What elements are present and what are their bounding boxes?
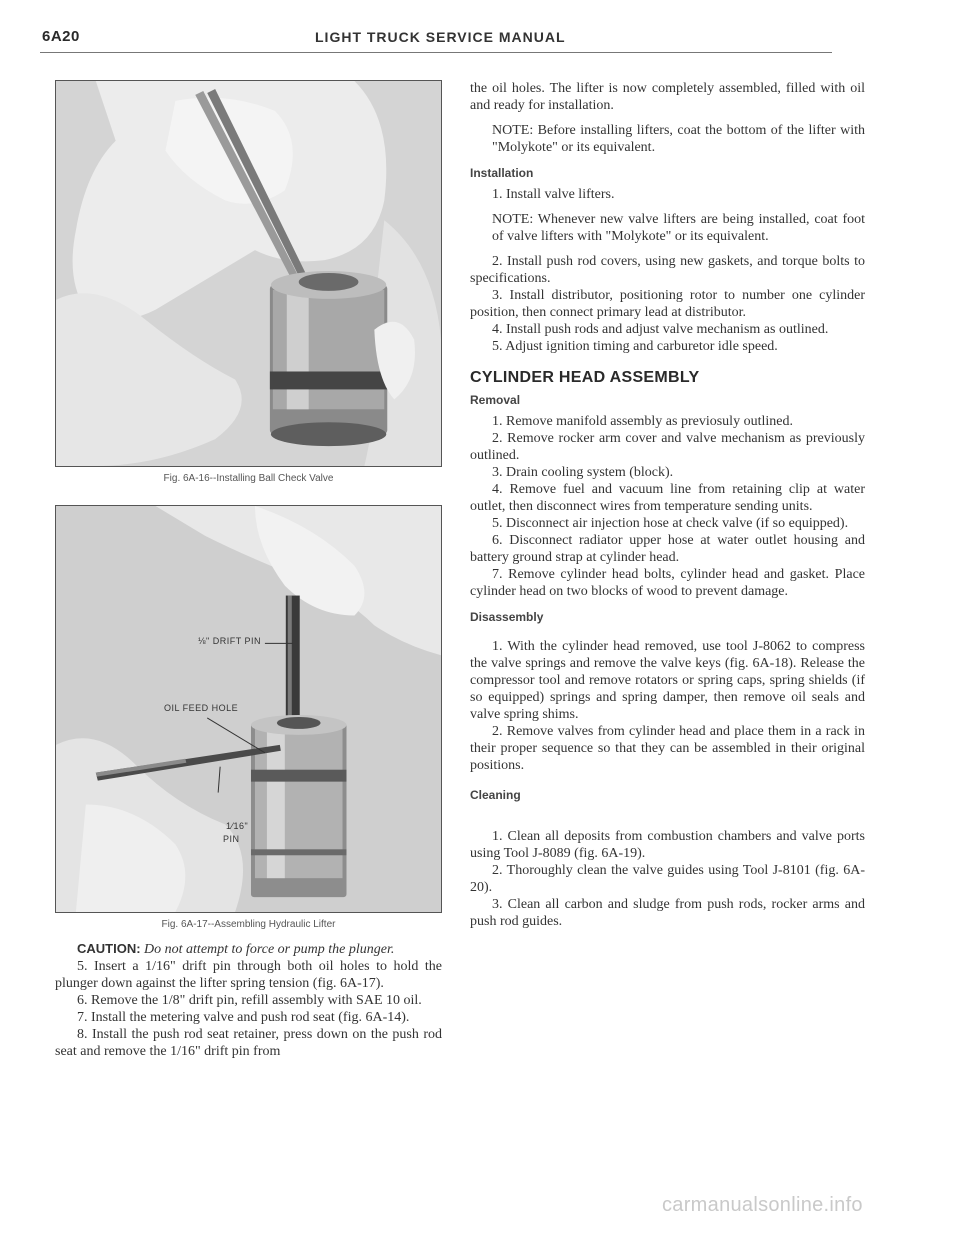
installation-step-2: 2. Install push rod covers, using new gaskets, and torque bolts to specifications. <box>470 254 865 286</box>
left-column <box>55 80 442 1060</box>
caution-note <box>55 940 442 958</box>
running-title: LIGHT TRUCK SERVICE MANUAL <box>315 29 566 45</box>
removal-step-6: 6. Disconnect radiator upper hose at water outlet housing and battery ground strap at cylinder head. <box>470 533 865 565</box>
figure-caption-6a-17: Fig. 6A-17--Assembling Hydraulic Lifter <box>161 919 336 930</box>
installation-step-1: 1. Install valve lifters. <box>492 187 615 202</box>
figure-assembling-hydraulic-lifter <box>55 505 442 913</box>
caution-label: CAUTION: <box>77 941 141 956</box>
removal-step-2: 2. Remove rocker arm cover and valve mechanism as previously outlined. <box>470 431 865 463</box>
label-pin: PIN <box>223 834 240 844</box>
installation-step-3: 3. Install distributor, positioning rotor to number one cylinder position, then connect primary lead at distributor. <box>470 288 865 320</box>
heading-removal: Removal <box>470 393 521 407</box>
cleaning-step-1: 1. Clean all deposits from combustion chambers and valve ports using Tool J-8089 (fig. 6A-19). <box>470 829 865 861</box>
heading-installation: Installation <box>470 166 534 180</box>
removal-step-7: 7. Remove cylinder head bolts, cylinder head and gasket. Place cylinder head on two blocks of wood to prevent damage. <box>470 567 865 599</box>
page-header <box>42 28 842 54</box>
page-number: 6A20 <box>42 28 80 45</box>
note-new-valve-lifters: NOTE: Whenever new valve lifters are being installed, coat foot of valve lifters with "Molykote" or its equivalent. <box>492 212 865 244</box>
ball-check-valve-photo <box>56 81 441 466</box>
disassembly-step-1: 1. With the cylinder head removed, use tool J-8062 to compress the valve springs and remove the valve keys (fig. 6A-18). Release the compressor tool and remove rotators or spring caps, spring shields (if so equipped) springs and spring damper, then remove oil seals and valve spring shims. <box>470 639 865 722</box>
heading-disassembly: Disassembly <box>470 610 544 624</box>
disassembly-step-2: 2. Remove valves from cylinder head and place them in a rack in their proper sequence so that they can be assembled in their original positions. <box>470 724 865 773</box>
removal-step-4: 4. Remove fuel and vacuum line from retaining clip at water outlet, then disconnect wires from temperature sending units. <box>470 482 865 514</box>
label-oil-feed-hole: OIL FEED HOLE <box>164 703 239 713</box>
label-pin-size: 1⁄16" <box>226 821 249 831</box>
watermark: carmanualsonline.info <box>662 1194 863 1216</box>
figure-installing-ball-check-valve <box>55 80 442 467</box>
label-drift-pin: ⅛" DRIFT PIN <box>198 636 262 646</box>
section-title-cylinder-head-assembly: CYLINDER HEAD ASSEMBLY <box>470 369 700 386</box>
left-step-6: 6. Remove the 1/8" drift pin, refill assembly with SAE 10 oil. <box>77 993 422 1008</box>
removal-step-3: 3. Drain cooling system (block). <box>492 465 674 480</box>
note-molykote-bottom: NOTE: Before installing lifters, coat the bottom of the lifter with "Molykote" or its equivalent. <box>492 123 865 155</box>
left-step-8: 8. Install the push rod seat retainer, press down on the push rod seat and remove the 1/16" drift pin from <box>55 1027 442 1059</box>
continuation-paragraph: the oil holes. The lifter is now completely assembled, filled with oil and ready for installation. <box>470 81 865 113</box>
removal-step-5: 5. Disconnect air injection hose at check valve (if so equipped). <box>492 516 849 531</box>
removal-step-1: 1. Remove manifold assembly as previosuly outlined. <box>492 414 793 429</box>
left-step-5: 5. Insert a 1/16" drift pin through both oil holes to hold the plunger down against the lifter spring tension (fig. 6A-17). <box>55 959 442 991</box>
heading-cleaning: Cleaning <box>470 788 521 802</box>
installation-step-4: 4. Install push rods and adjust valve mechanism as outlined. <box>492 322 829 337</box>
caution-text: Do not attempt to force or pump the plunger. <box>144 942 395 957</box>
installation-step-5: 5. Adjust ignition timing and carburetor idle speed. <box>492 339 778 354</box>
right-column <box>470 80 865 930</box>
cleaning-step-3: 3. Clean all carbon and sludge from push rods, rocker arms and push rod guides. <box>470 897 865 929</box>
header-rule <box>40 52 832 53</box>
figure-caption-6a-16: Fig. 6A-16--Installing Ball Check Valve <box>163 473 334 484</box>
cleaning-step-2: 2. Thoroughly clean the valve guides using Tool J-8101 (fig. 6A-20). <box>470 863 865 895</box>
hydraulic-lifter-photo <box>56 506 441 912</box>
left-step-7: 7. Install the metering valve and push rod seat (fig. 6A-14). <box>77 1010 410 1025</box>
